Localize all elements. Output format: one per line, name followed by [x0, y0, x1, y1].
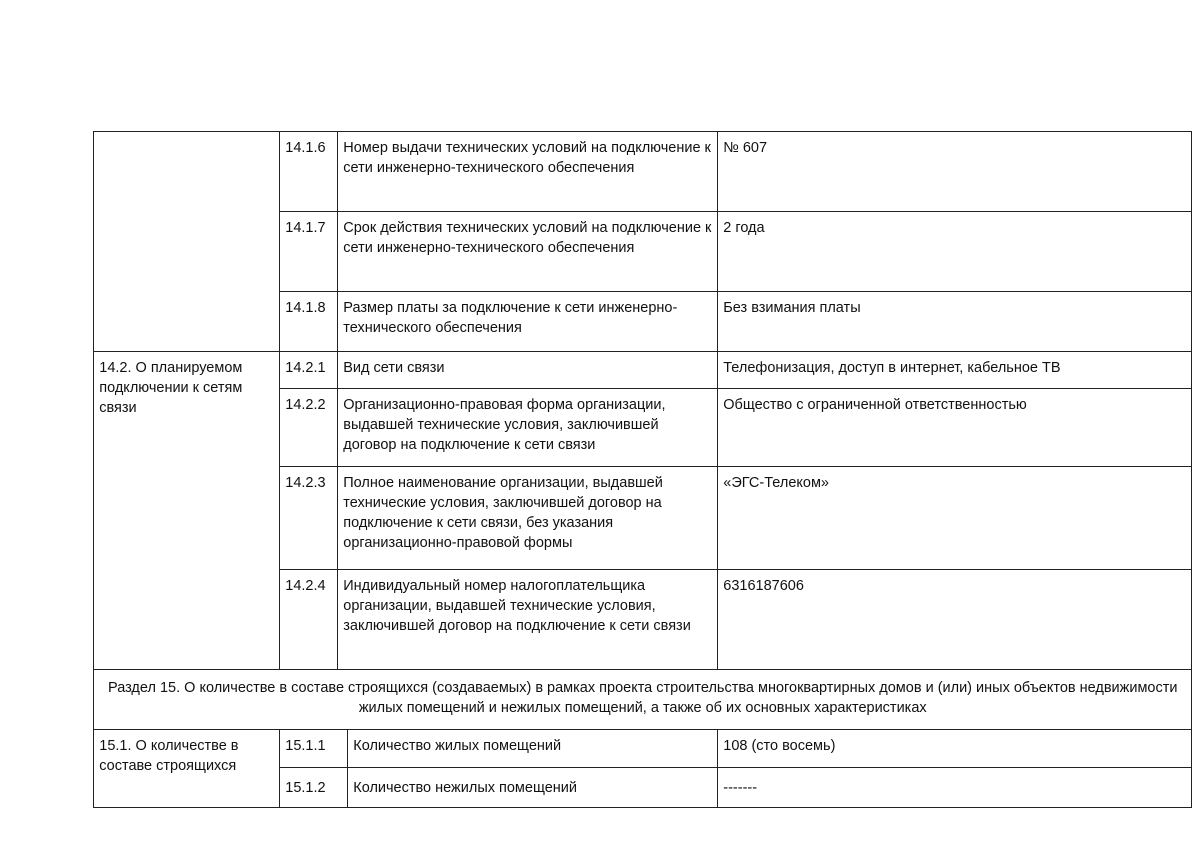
row-value: Телефонизация, доступ в интернет, кабельное ТВ	[717, 351, 1192, 389]
row-label: Количество жилых помещений	[347, 729, 718, 768]
row-value: «ЭГС-Телеком»	[717, 466, 1192, 570]
row-number: 14.1.6	[279, 131, 338, 212]
row-value: 2 года	[717, 211, 1192, 292]
row-value: -------	[717, 767, 1192, 808]
row-label: Количество нежилых помещений	[347, 767, 718, 808]
row-value: Общество с ограниченной ответственностью	[717, 388, 1192, 467]
row-label: Номер выдачи технических условий на подключение к сети инженерно-технического обеспечения	[337, 131, 718, 212]
row-label: Размер платы за подключение к сети инженерно-технического обеспечения	[337, 291, 718, 352]
row-value: Без взимания платы	[717, 291, 1192, 352]
row-label: Индивидуальный номер налогоплательщика организации, выдавшей технические условия, заключившей договор на подключение к сети связи	[337, 569, 718, 670]
row-number: 14.2.2	[279, 388, 338, 467]
group-15-1-label: 15.1. О количестве в составе строящихся	[93, 729, 280, 808]
row-value: 6316187606	[717, 569, 1192, 670]
row-number: 15.1.1	[279, 729, 348, 768]
row-label: Срок действия технических условий на подключение к сети инженерно-технического обеспечения	[337, 211, 718, 292]
row-value: № 607	[717, 131, 1192, 212]
row-number: 14.1.7	[279, 211, 338, 292]
row-number: 14.1.8	[279, 291, 338, 352]
row-label: Вид сети связи	[337, 351, 718, 389]
row-number: 15.1.2	[279, 767, 348, 808]
row-number: 14.2.4	[279, 569, 338, 670]
group-cell-empty	[93, 131, 280, 352]
row-label: Организационно-правовая форма организации, выдавшей технические условия, заключившей договор на подключение к сети связи	[337, 388, 718, 467]
group-14-2-label: 14.2. О планируемом подключении к сетям связи	[93, 351, 280, 670]
section-15-heading: Раздел 15. О количестве в составе строящихся (создаваемых) в рамках проекта строительства многоквартирных домов и (или) иных объектов недвижимости жилых помещений и нежилых помещений, а также об их основных характеристиках	[93, 669, 1192, 730]
row-value: 108 (сто восемь)	[717, 729, 1192, 768]
row-label: Полное наименование организации, выдавшей технические условия, заключившей договор на подключение к сети связи, без указания организационно-правовой формы	[337, 466, 718, 570]
row-number: 14.2.3	[279, 466, 338, 570]
row-number: 14.2.1	[279, 351, 338, 389]
